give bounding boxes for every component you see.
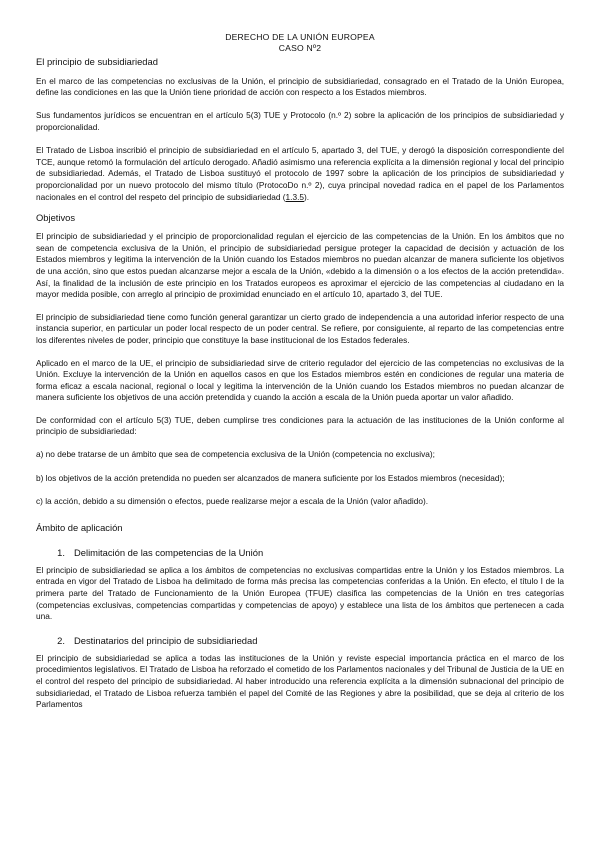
- section-heading-objetivos: Objetivos: [36, 212, 76, 224]
- paragraph-funcion: El principio de subsidiariedad tiene como función general garantizar un cierto grado de independencia a una autoridad inferior respecto de una instancia superior, en particular un poder local respecto de un poder central. Se refiere, por consiguiente, al reparto de las competencias entre los diferentes niveles de poder, principio que constituye la base institucional de los Estados federales.: [36, 311, 564, 345]
- paragraph-destinatarios: El principio de subsidiariedad se aplica a todas las instituciones de la Unión y reviste especial importancia práctica en el marco de los procedimientos legislativos. El Tratado de Lisboa ha reforzado el cometido de los Parlamentos nacionales y del Tribunal de Justicia de la UE en el control del respeto del principio de subsidiariedad. Al haber introducido una referencia explícita a la dimensión subnacional del principio de subsidiariedad, el Tratado de Lisboa refuerza también el papel del Comité de las Regiones y abre la posibilidad, que se deja al criterio de los Parlamentos: [36, 652, 564, 710]
- paragraph-objetivos: El principio de subsidiariedad y el principio de proporcionalidad regulan el ejercicio de las competencias de la Unión. En los ámbitos que no sean de competencia exclusiva de la Unión, el principio de subsidiariedad persigue proteger la capacidad de decisión y actuación de los Estados miembros y legitima la intervención de la Unión cuando los Estados miembros no puedan alcanzar de manera suficiente los objetivos de una acción, sino que estos puedan alcanzarse mejor a escala de la Unión, «debido a la dimensión o a los efectos de la acción pretendida». Así, la finalidad de la inclusión de este principio en los Tratados europeos es aproximar el ejercicio de las competencias al ciudadano en la mayor medida posible, con arreglo al principio de proximidad enunciado en el artículo 10, apartado 3, del TUE.: [36, 231, 564, 300]
- subsection-heading-2: [36, 635, 564, 647]
- subsection-number-2: 2.: [57, 634, 65, 646]
- condition-c: c) la acción, debido a su dimensión o efectos, puede realizarse mejor a escala de la Unión (valor añadido).: [36, 496, 429, 507]
- paragraph-intro: En el marco de las competencias no exclusivas de la Unión, el principio de subsidiariedad, consagrado en el Tratado de la Unión Europea, define las condiciones en las que la Unión tiene prioridad de acción con respecto a los Estados miembros.: [36, 75, 564, 98]
- paragraph-lisboa-text: El Tratado de Lisboa inscribió el principio de subsidiariedad en el artículo 5, apartado 3, del TUE, y derogó la disposición correspondiente del TCE, aunque retomó la formulación del artículo derogado. Añadió asimismo una referencia explícita a la dimensión regional y local del principio de subsidiariedad. Además, el Tratado de Lisboa sustituyó el protocolo de 1997 sobre la aplicación de los principios de subsidiariedad y proporcionalidad por un nuevo protocolo del mismo título (ProtocoDo n.º 2), cuya principal novedad radica en el papel de los Parlamentos nacionales en el control del respeto del principio de subsidiariedad (: [36, 145, 564, 202]
- paragraph-delimitacion: El principio de subsidiariedad se aplica a los ámbitos de competencias no exclusivas compartidas entre la Unión y los Estados miembros. La entrada en vigor del Tratado de Lisboa ha delimitado de forma más precisa las competencias conferidas a la Unión. En efecto, el título I de la primera parte del Tratado de Funcionamiento de la Unión Europea (TFUE) clasifica las competencias de la Unión en tres categorías (competencias exclusivas, competencias compartidas y competencias de apoyo) y establece una lista de los ámbitos que pertenecen a cada una.: [36, 564, 564, 622]
- paragraph-condiciones: De conformidad con el artículo 5(3) TUE, deben cumplirse tres condiciones para la actuación de las instituciones de la Unión conforme al principio de subsidiariedad:: [36, 414, 564, 437]
- title-line-2: CASO Nº2: [278, 43, 322, 54]
- subsection-heading-1: [36, 547, 564, 559]
- condition-a: a) no debe tratarse de un ámbito que sea de competencia exclusiva de la Unión (competencia no exclusiva);: [36, 449, 435, 460]
- section-heading-principio: El principio de subsidiariedad: [36, 55, 158, 67]
- paragraph-lisboa: [36, 145, 564, 203]
- paragraph-lisboa-end: ).: [304, 191, 310, 202]
- condition-b: b) los objetivos de la acción pretendida no pueden ser alcanzados de manera suficiente por los Estados miembros (necesidad);: [36, 472, 505, 483]
- paragraph-aplicado: Aplicado en el marco de la UE, el principio de subsidiariedad sirve de criterio regulador del ejercicio de las competencias no exclusivas de la Unión. Excluye la intervención de la Unión en aquellos casos en que los Estados miembros estén en condiciones de regular una materia de forma eficaz a escala nacional, regional o local y legitima la intervención de la Unión cuando los Estados miembros no puedan alcanzar de manera suficiente los objetivos de una acción pretendida y cuando la acción a escala de la Unión pueda aportar un valor añadido.: [36, 357, 564, 403]
- section-heading-ambito: Ámbito de aplicación: [36, 521, 123, 533]
- document-title: [36, 32, 564, 55]
- subsection-title-2: Destinatarios del principio de subsidiariedad: [74, 634, 258, 646]
- paragraph-fundamentos: Sus fundamentos jurídicos se encuentran en el artículo 5(3) TUE y Protocolo (n.º 2) sobre la aplicación de los principios de subsidiariedad y proporcionalidad.: [36, 110, 564, 132]
- subsection-title-1: Delimitación de las competencias de la Unión: [74, 546, 264, 558]
- title-line-1: DERECHO DE LA UNIÓN EUROPEA: [225, 32, 375, 42]
- reference-link[interactable]: 1.3.5: [285, 191, 304, 202]
- subsection-number-1: 1.: [57, 546, 65, 558]
